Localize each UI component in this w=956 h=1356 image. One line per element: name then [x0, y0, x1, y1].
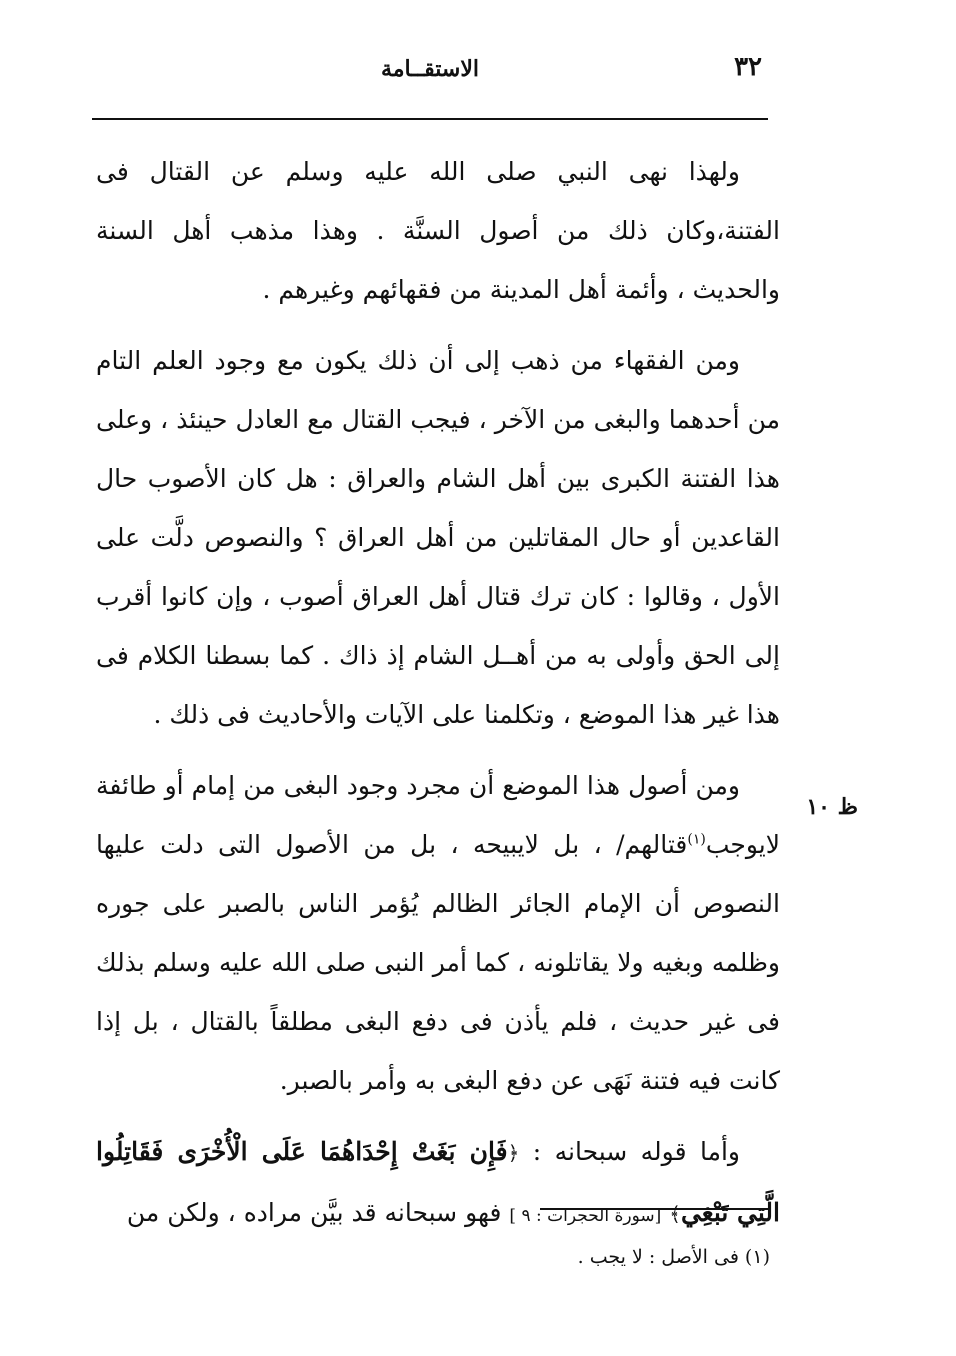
paragraph-4-start: وأما قوله سبحانه :	[532, 1137, 740, 1166]
quran-verse: فَإِن بَغَتْ إِحْدَاهُمَا عَلَى الْأُخْرَى فَقَاتِلُوا الَّتِي تَبْغِي	[96, 1137, 780, 1227]
running-header	[92, 52, 768, 92]
footnote: (١) فى الأصل : لا يجب .	[577, 1246, 770, 1268]
page-number: ٣٢	[734, 52, 762, 82]
margin-folio-note: ظ ١٠	[806, 794, 858, 820]
paragraph-3-end: قتالهم/ ، بل لايبيحه ، بل من الأصول التى دلت عليها النصوص أن الإمام الجائر الظالم يُؤمر الناس بالصبر على جوره وظلمه وبغيه ولا يقاتلونه ، كما أمر النبى صلى الله عليه وسلم بذلك فى غير حديث ، فلم يأذن فى دفع البغى مطلقاً بالقتال ، بل إذا كانت فيه فتنة نَهَى عن دفع البغى به وأمر بالصبر.	[96, 830, 780, 1095]
paragraph-2: ومن الفقهاء من ذهب إلى أن ذلك يكون مع وجود العلم التام من أحدهما والبغى من الآخر ، فيجب القتال مع العادل حينئذ ، وعلى هذا الفتنة الكبرى بين أهل الشام والعراق : هل كان الأصوب حال القاعدين أو حال المقاتلين من أهل العراق ؟ والنصوص دلَّت على الأول ، وقالوا : كان ترك قتال أهل العراق أصوب ، وإن كانوا أقرب إلى الحق وأولى به من أهــل الشام إذ ذاك . كما بسطنا الكلام فى هذا غير هذا الموضع ، وتكلمنا على الآيات والأحاديث فى ذلك .	[96, 346, 780, 729]
paragraph-4-end: فهو سبحانه قد بيَّن مراده ، ولكن من	[126, 1198, 502, 1227]
verse-citation: [سورة الحجرات : ٩ ]	[509, 1206, 662, 1226]
quran-open-bracket: ﴿	[507, 1141, 520, 1165]
paragraph-4	[96, 1122, 780, 1246]
footnote-divider	[540, 1208, 768, 1210]
paragraph-3-start: ومن أصول هذا الموضع أن مجرد وجود البغى من إمام أو طائفة لايوجب	[96, 771, 780, 859]
header-divider	[92, 118, 768, 120]
quran-close-bracket: ﴾	[669, 1202, 681, 1226]
footnote-marker: (١)	[687, 831, 706, 848]
paragraph-3	[96, 756, 780, 1110]
paragraph-1: ولهذا نهى النبي صلى الله عليه وسلم عن القتال فى الفتنة،وكان ذلك من أصول السنَّة . وهذا مذهب أهل السنة والحديث ، وأئمة أهل المدينة من فقهائهم وغيرهم .	[96, 157, 780, 304]
header-title: الاستقــامة	[380, 56, 480, 82]
body-text	[96, 142, 780, 1258]
